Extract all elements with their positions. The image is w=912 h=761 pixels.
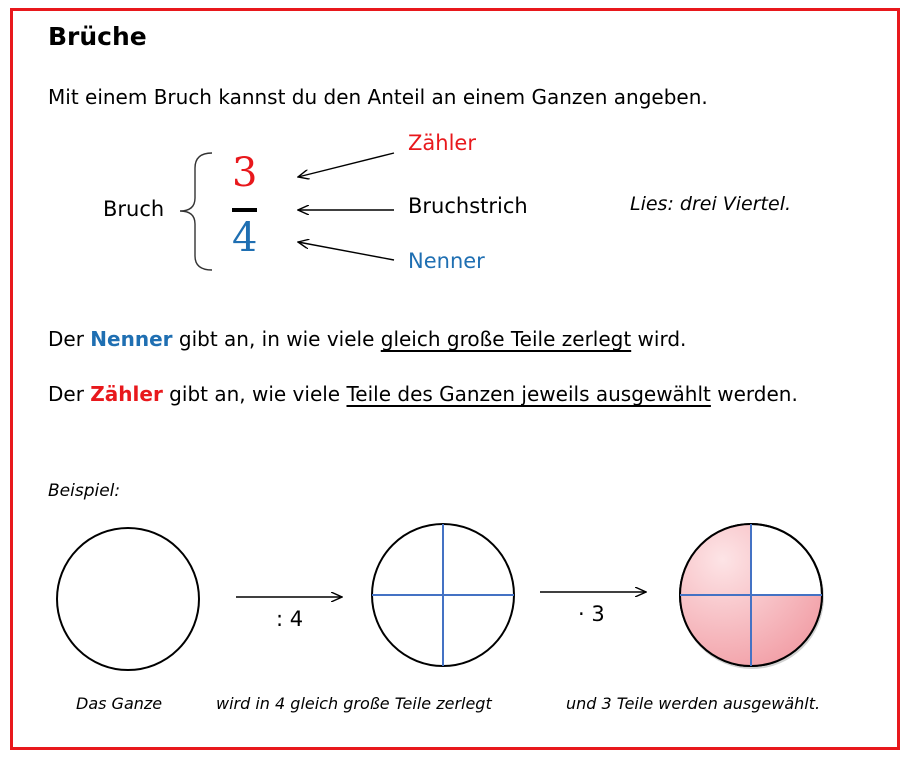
fraction-bar xyxy=(232,208,257,212)
nenner-explanation xyxy=(48,327,686,351)
caption-whole: Das Ganze xyxy=(76,694,163,713)
curly-brace xyxy=(180,153,212,270)
sentence-text: wird. xyxy=(631,327,687,351)
arrow-to-numerator xyxy=(298,153,394,177)
circle-whole xyxy=(57,528,199,670)
example-label: Beispiel: xyxy=(48,481,121,501)
multiply-operation: · 3 xyxy=(578,602,605,626)
underlined-phrase: gleich große Teile zerlegt xyxy=(380,327,632,351)
sentence-text: gibt an, in wie viele xyxy=(172,327,381,351)
bruchstrich-label: Bruchstrich xyxy=(408,194,528,218)
sentence-text: gibt an, wie viele xyxy=(162,382,347,406)
bruch-label: Bruch xyxy=(103,197,165,221)
page-title: Brüche xyxy=(48,22,147,51)
underlined-phrase: Teile des Ganzen jeweils ausgewählt xyxy=(346,382,711,406)
divide-operation: : 4 xyxy=(276,607,304,631)
zaehler-keyword: Zähler xyxy=(90,382,163,406)
arrow-to-denominator xyxy=(298,242,394,260)
sentence-text: Der xyxy=(48,327,91,351)
zaehler-explanation xyxy=(48,382,798,406)
denominator: 4 xyxy=(232,215,258,261)
numerator: 3 xyxy=(232,150,258,196)
sentence-text: Der xyxy=(48,382,91,406)
zaehler-label: Zähler xyxy=(408,131,476,155)
reading-hint: Lies: drei Viertel. xyxy=(630,193,792,215)
nenner-label: Nenner xyxy=(408,249,485,273)
intro-text: Mit einem Bruch kannst du den Anteil an einem Ganzen angeben. xyxy=(48,85,708,109)
caption-selected: und 3 Teile werden ausgewählt. xyxy=(566,694,821,713)
caption-divided: wird in 4 gleich große Teile zerlegt xyxy=(216,694,492,713)
sentence-text: werden. xyxy=(710,382,798,406)
nenner-keyword: Nenner xyxy=(90,327,173,351)
